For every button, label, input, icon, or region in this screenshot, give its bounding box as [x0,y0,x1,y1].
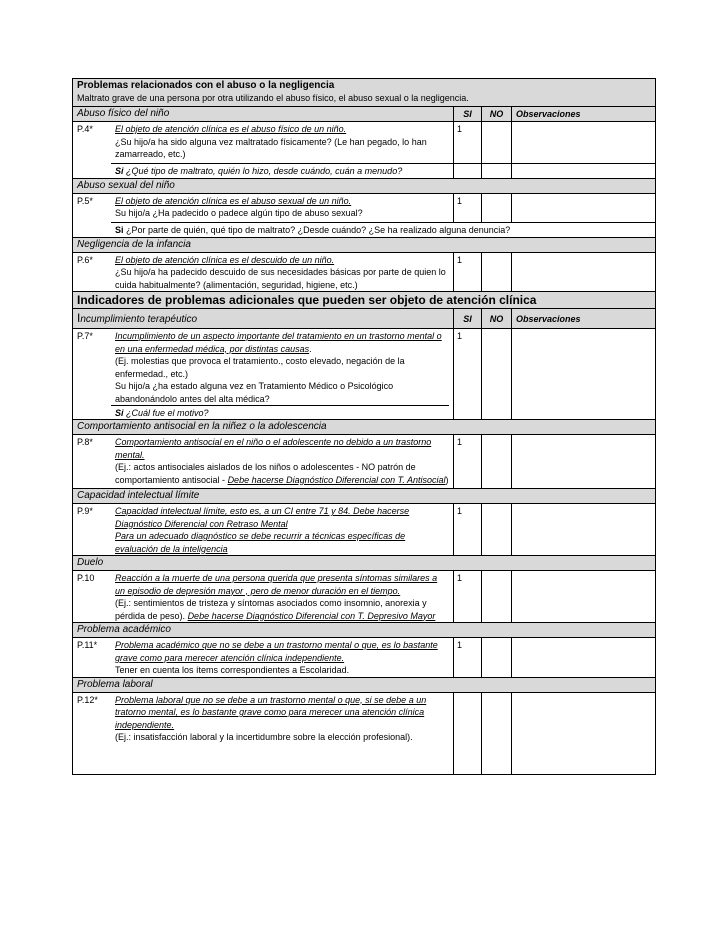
item-p9 [73,504,655,556]
item-question: Su hijo/a ¿ha estado alguna vez en Tratamiento Médico o Psicológico abandonándolo antes del alta médica? [115,381,394,404]
item-definition: Problema académico que no se debe a un trastorno mental o que, es lo bastante grave como para merecer atención clínica independiente. [115,640,438,663]
item-definition: El objeto de atención clínica es el abuso sexual de un niño. [115,195,352,206]
item-code: P.12* [77,694,98,705]
assessment-table [72,78,656,775]
item-code: P.7* [77,331,93,341]
section-intelectual [73,489,655,504]
item-definition: Comportamiento antisocial en el niño o el adolescente no debido a un trastorno mental. [115,437,432,460]
si-value[interactable]: 1 [457,254,463,265]
follow-up-question: Si ¿Cuál fue el motivo? [111,405,449,419]
column-observaciones: Observaciones [511,107,657,121]
item-note: Tener en cuenta los ítems correspondientes a Escolaridad. [115,665,350,675]
section-title: Negligencia de la infancia [77,238,191,250]
section-title: Duelo [77,557,104,568]
column-si: SI [453,107,481,121]
item-example: (Ej. molestias que provoca el tratamiento., costo elevado, negación de la enfermedad., etc.) [115,356,405,379]
section-title: Comportamiento antisocial en la niñez o la adolescencia [77,421,327,432]
si-value[interactable]: 1 [457,124,463,134]
si-value[interactable]: 1 [457,195,463,206]
section-antisocial [73,420,655,435]
section-negligencia [73,238,655,253]
item-example: (Ej.: sentimientos de tristeza y síntomas asociados como insomnio, anorexia y pérdida de peso). Debe hacerse Diagnóstico Diferencial con T. Depresivo Mayor [115,598,436,621]
column-si: SI [453,309,481,328]
item-p6 [73,253,655,293]
si-value[interactable]: 1 [457,506,463,516]
column-no: NO [481,107,511,121]
item-p7 [73,329,655,420]
section-title: Capacidad intelectual límite [77,490,200,501]
item-definition: El objeto de atención clínica es el descuido de un niño. [115,254,335,265]
item-question: ¿Su hijo/a ha sido alguna vez maltratado físicamente? (Le han pegado, lo han zamarreado, etc.) [115,136,427,159]
section-title: Problema laboral [77,678,153,690]
item-code: P.5* [77,195,93,206]
section-abuso-fisico [73,107,655,122]
section-duelo [73,556,655,571]
item-code: P.4* [77,124,93,134]
table-header [73,79,655,107]
item-p10 [73,571,655,623]
item-question: ¿Su hijo/a ha padecido descuido de sus necesidades básicas por parte de quien lo cuida habitualmente? (alimentación, seguridad, higiene, etc.) [115,267,446,290]
item-p11 [73,638,655,678]
item-definition: El objeto de atención clínica es el abuso físico de un niño. [115,124,347,134]
follow-up-question: Si ¿Por parte de quién, qué tipo de maltrato? ¿Desde cuándo? ¿Se ha realizado alguna denuncia? [111,222,655,237]
item-note: Para un adecuado diagnóstico se debe recurrir a técnicas específicas de evaluación de la inteligencia [115,531,406,554]
section-title: Abuso sexual del niño [77,179,175,191]
item-code: P.10 [77,573,95,583]
section-incumplimiento [73,309,655,329]
section-title: Incumplimiento terapéutico [77,311,198,325]
si-value[interactable]: 1 [457,331,463,341]
item-definition: Incumplimiento de un aspecto importante del tratamiento en un trastorno mental o en una enfermedad médica, por distintas causas. [115,331,442,354]
item-p12 [73,693,655,774]
si-value[interactable]: 1 [457,573,463,583]
item-p8 [73,435,655,489]
item-example: (Ej.: insatisfacción laboral y la incertidumbre sobre la elección profesional). [115,732,413,742]
section-abuso-sexual [73,179,655,194]
table-subtitle: Maltrato grave de una persona por otra utilizando el abuso físico, el abuso sexual o la negligencia. [77,93,469,103]
item-p4 [73,122,655,179]
item-code: P.8* [77,437,93,447]
item-example: (Ej.: actos antisociales aislados de los niños o adolescentes - NO patrón de comportamiento antisocial - Debe hacerse Diagnóstico Diferencial con T. Antisocial) [115,462,449,485]
item-code: P.11* [77,640,98,650]
section-academico [73,623,655,638]
follow-up-question: Si ¿Qué tipo de maltrato, quién lo hizo, desde cuándo, cuán a menudo? [111,163,655,178]
item-question: Su hijo/a ¿Ha padecido o padece algún tipo de abuso sexual? [115,208,363,218]
section-laboral [73,678,655,693]
item-definition: Problema laboral que no se debe a un trastorno mental o que, si se debe a un tratorno mental, es lo bastante grave como para merecer una atención clínica independiente. [115,694,427,730]
column-no: NO [481,309,511,328]
item-p5 [73,194,655,238]
item-definition: Capacidad intelectual límite, esto es, a un CI entre 71 y 84. Debe hacerse Diagnóstico Diferencial con Retraso Mental [115,506,410,529]
item-definition: Reacción a la muerte de una persona querida que presenta síntomas similares a un episodio de depresión mayor , pero de menor duración en el tiempo. [115,573,438,596]
section-title: Problema académico [77,624,171,635]
section2-title: Indicadores de problemas adicionales que pueden ser objeto de atención clínica [73,292,655,309]
item-code: P.6* [77,254,93,265]
item-code: P.9* [77,506,93,516]
si-value[interactable]: 1 [457,437,463,447]
si-value[interactable]: 1 [457,640,463,650]
column-observaciones: Observaciones [511,309,657,328]
table-title: Problemas relacionados con el abuso o la negligencia [77,80,335,91]
section-title: Abuso físico del niño [77,108,170,119]
